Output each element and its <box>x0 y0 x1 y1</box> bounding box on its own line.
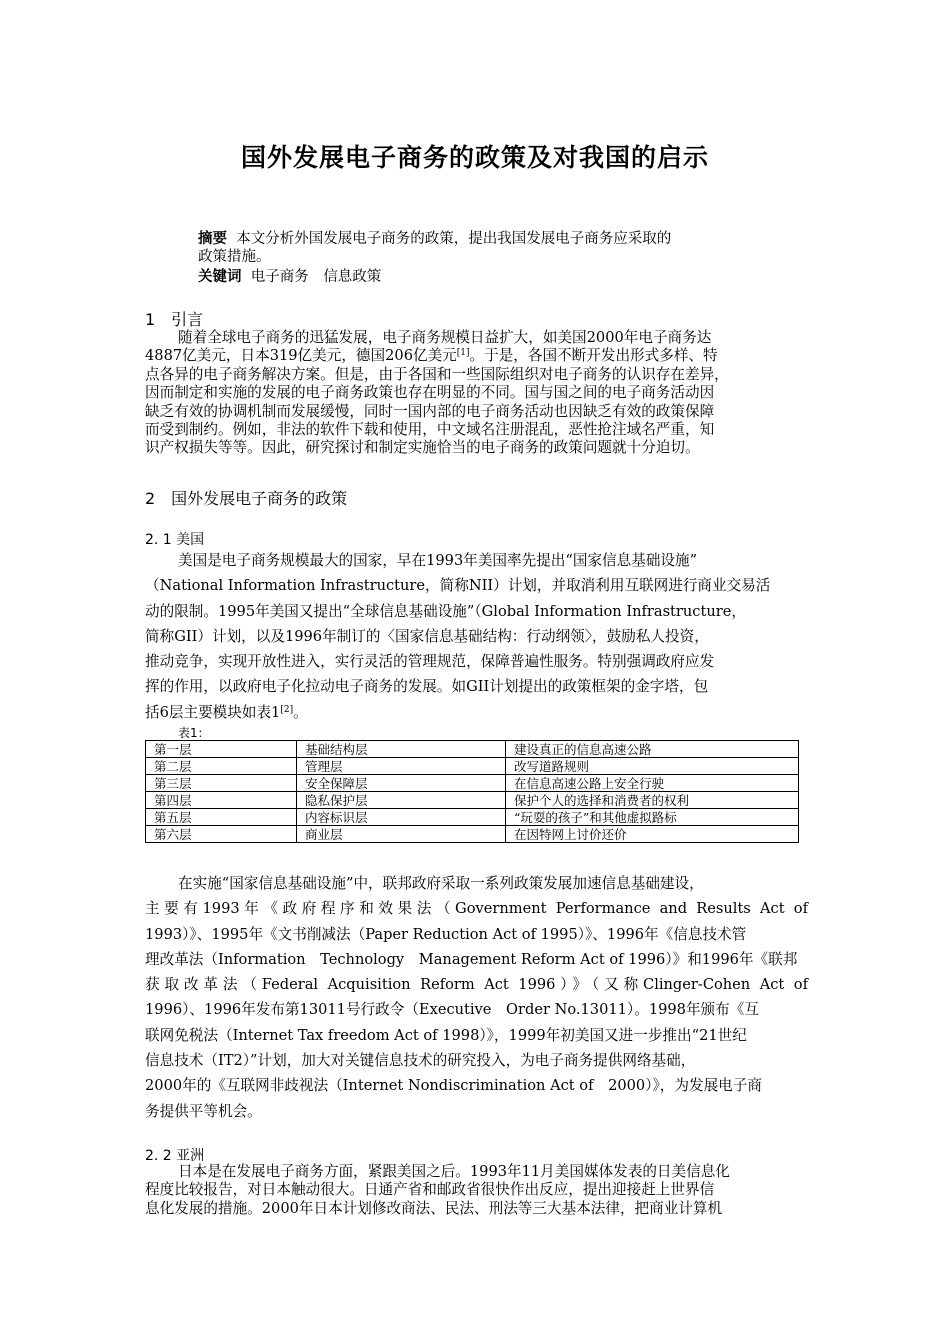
abstract-label: 摘要 <box>198 231 227 247</box>
text-line: 2000年的《互联网非歧视法（Internet Nondiscrimination Act of 2000）》，为发展电子商 <box>145 1077 762 1095</box>
text-line: 程度比较报告，对日本触动很大。日通产省和邮政省很快作出反应，提出迎接赶上世界信 <box>145 1181 715 1199</box>
text-line <box>145 347 808 365</box>
section-2-heading: 2 国外发展电子商务的政策 <box>145 489 348 508</box>
text-line: 因而制定和实施的发展的电子商务政策也存在明显的不同。国与国之间的电子商务活动因 <box>145 384 715 402</box>
table-row <box>146 741 799 758</box>
text-span: 。于是，各国不断开发出形式多样、特 <box>469 347 718 365</box>
text-line: 主要有1993年《政府程序和效果法（Government Performance and Results Act of <box>145 900 808 918</box>
gii-layers-table <box>145 740 799 843</box>
text-line: 息化发展的措施。2000年日本计划修改商法、民法、刑法等三大基本法律，把商业计算机 <box>145 1199 723 1217</box>
section-2-1-heading: 2. 1 美国 <box>145 532 205 548</box>
text-line: 动的限制。1995年美国又提出“全球信息基础设施”（Global Information Infrastructure， <box>145 602 746 620</box>
table-row <box>146 826 799 843</box>
text-line: （National Information Infrastructure，简称NII）计划，并取消利用互联网进行商业交易活 <box>145 577 771 595</box>
table-row <box>146 758 799 775</box>
abstract-text: 本文分析外国发展电子商务的政策，提出我国发展电子商务应采取的 <box>236 231 672 247</box>
text-line: 联网免税法（Internet Tax freedom Act of 1998）》，1999年初美国又进一步推出“21世纪 <box>145 1026 747 1044</box>
text-line: 点各异的电子商务解决方案。但是，由于各国和一些国际组织对电子商务的认识存在差异， <box>145 365 729 383</box>
table-row <box>146 809 799 826</box>
text-span: 括6层主要模块如表1 <box>145 703 281 721</box>
table-cell: 基础结构层 <box>297 741 506 758</box>
paper-title: 国外发展电子商务的政策及对我国的启示 <box>240 143 709 172</box>
section-1-heading: 1 引言 <box>145 310 204 329</box>
section-2-2-body <box>145 1163 808 1218</box>
text-line: 挥的作用，以政府电子化拉动电子商务的发展。如GII计划提出的政策框架的金字塔，包 <box>145 678 709 696</box>
table-cell: 建设真正的信息高速公路 <box>506 741 799 758</box>
section-1-body <box>145 329 808 458</box>
table-cell: 安全保障层 <box>297 775 506 792</box>
table-cell: 第六层 <box>146 826 297 843</box>
text-line: 务提供平等机会。 <box>145 1102 262 1120</box>
reference-marker[interactable]: [2] <box>280 704 294 715</box>
table-cell: 内容标识层 <box>297 809 506 826</box>
text-line: 日本是在发展电子商务方面，紧跟美国之后。1993年11月美国媒体发表的日美信息化 <box>178 1163 730 1180</box>
table-cell: 第二层 <box>146 758 297 775</box>
text-line: 识产权损失等等。因此，研究探讨和制定实施恰当的电子商务的政策问题就十分迫切。 <box>145 439 700 457</box>
text-span: 。 <box>293 703 308 721</box>
text-span: 4887亿美元，日本319亿美元，德国206亿美元 <box>145 347 457 365</box>
text-line: 缺乏有效的协调机制而发展缓慢，同时一国内部的电子商务活动也因缺乏有效的政策保障 <box>145 402 715 420</box>
text-line: 1993）》、1995年《文书削减法（Paper Reduction Act of 1995）》、1996年《信息技术管 <box>145 925 747 943</box>
abstract-text-2: 政策措施。 <box>198 249 271 265</box>
table-cell: 第五层 <box>146 809 297 826</box>
section-2-2-heading: 2. 2 亚洲 <box>145 1148 205 1164</box>
text-line: 在实施“国家信息基础设施”中，联邦政府采取一系列政策发展加速信息基础建设， <box>178 875 704 892</box>
keywords-text: 电子商务 信息政策 <box>250 269 382 285</box>
paragraph-after-table <box>145 871 808 1124</box>
reference-marker[interactable]: [1] <box>456 348 470 359</box>
table-cell: 商业层 <box>297 826 506 843</box>
abstract <box>198 230 758 266</box>
table-cell: 第一层 <box>146 741 297 758</box>
table-cell: 第四层 <box>146 792 297 809</box>
table-cell: 保护个人的选择和消费者的权利 <box>506 792 799 809</box>
text-line: 美国是电子商务规模最大的国家，早在1993年美国率先提出“国家信息基础设施” <box>178 552 698 569</box>
table-cell: “玩耍的孩子”和其他虚拟路标 <box>506 809 799 826</box>
text-line: 而受到制约。例如，非法的软件下载和使用，中文域名注册混乱，恶性抢注域名严重，知 <box>145 421 715 439</box>
text-line: 推动竞争，实现开放性进入，实行灵活的管理规范，保障普遍性服务。特别强调政府应发 <box>145 653 715 671</box>
table-row <box>146 775 799 792</box>
table-row <box>146 792 799 809</box>
table-cell: 第三层 <box>146 775 297 792</box>
keywords-label: 关键词 <box>198 269 242 285</box>
text-line: 简称GII）计划，以及1996年制订的〈国家信息基础结构：行动纲领〉，鼓励私人投资， <box>145 627 709 645</box>
text-line: 信息技术（IT2）”计划，加大对关键信息技术的研究投入，为电子商务提供网络基础， <box>145 1052 696 1070</box>
table-cell: 在信息高速公路上安全行驶 <box>506 775 799 792</box>
text-line: 1996）、1996年发布第13011号行政令（Executive Order No.13011）。1998年颁布《互 <box>145 1001 759 1019</box>
text-line: 理改革法（Information Technology Management Reform Act of 1996）》和1996年《联邦 <box>145 950 798 968</box>
text-line <box>145 700 808 725</box>
text-line: 随着全球电子商务的迅猛发展，电子商务规模日益扩大，如美国2000年电子商务达 <box>178 329 712 346</box>
table-caption: 表1： <box>178 726 210 740</box>
table-cell: 在因特网上讨价还价 <box>506 826 799 843</box>
text-line: 获取改革法（Federal Acquisition Reform Act 1996）》（又称Clinger-Cohen Act of <box>145 976 808 994</box>
table-cell: 改写道路规则 <box>506 758 799 775</box>
table-cell: 隐私保护层 <box>297 792 506 809</box>
section-2-1-body <box>145 548 808 725</box>
table-cell: 管理层 <box>297 758 506 775</box>
keywords <box>198 268 758 286</box>
